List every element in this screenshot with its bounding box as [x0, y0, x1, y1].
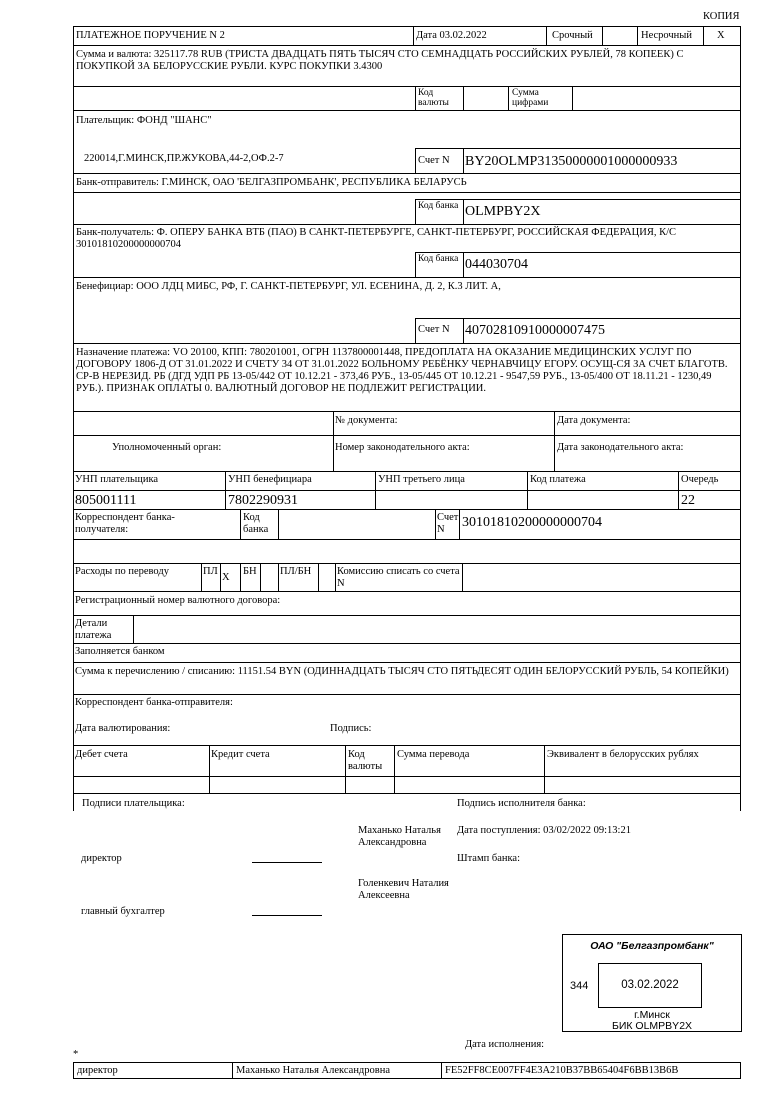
footer-hash: FE52FF8CE007FF4E3A210B37BB65404F6BB13B6B [445, 1065, 679, 1076]
unp-beneficiary: 7802290931 [228, 493, 298, 508]
execution-date-label: Дата исполнения: [465, 1039, 545, 1050]
authorized-body-label: Уполномоченный орган: [112, 442, 222, 453]
receiver-bank-code: 044030704 [465, 257, 528, 272]
payer-label: Плательщик: ФОНД "ШАНС" [76, 115, 212, 126]
copy-label: КОПИЯ [703, 11, 740, 22]
stamp-date: 03.02.2022 [621, 979, 679, 991]
bank-stamp [562, 934, 742, 1032]
rule [335, 563, 336, 591]
footer-role: директор [77, 1065, 118, 1076]
sum-transfer: Сумма к перечислению / списанию: 11151.54 BYN (ОДИННАДЦАТЬ ТЫСЯЧ СТО ПЯТЬДЕСЯТ ОДИН БЕЛОРУССКИЙ РУБЛЬ, 54 КОПЕЙКИ) [75, 666, 729, 677]
rule [415, 86, 416, 110]
stamp-number: 344 [570, 980, 589, 992]
rule [318, 563, 319, 591]
rule [463, 252, 464, 277]
payer-signatures-label: Подписи плательщика: [82, 798, 185, 809]
rule [463, 148, 464, 173]
director-role: директор [81, 853, 122, 864]
stamp-bank-name: ОАО "Белгазпромбанк" [590, 940, 714, 952]
rule [73, 591, 740, 592]
law-date-label: Дата законодательного акта: [557, 442, 684, 453]
queue-value: 22 [681, 493, 695, 508]
rule [73, 745, 740, 746]
rule [73, 615, 740, 616]
receiver-bank-label: Банк-получатель: Ф. ОПЕРУ БАНКА ВТБ (ПАО) В САНКТ-ПЕТЕРБУРГЕ, САНКТ-ПЕТЕРБУРГ, РОССИЙСКАЯ ФЕДЕРАЦИЯ, К/С 30101810200000000704 [76, 227, 677, 250]
rule [73, 435, 740, 436]
rule [240, 509, 241, 539]
rule [333, 411, 334, 471]
value-date-label: Дата валютирования: [75, 723, 171, 734]
rule [133, 615, 134, 643]
filled-by-bank: Заполняется банком [75, 646, 165, 657]
rule [678, 471, 679, 509]
currency-code2-label: Код валюты [348, 749, 383, 772]
director-signature-line [252, 862, 322, 863]
transfer-sum-label: Сумма перевода [397, 749, 470, 760]
payment-details-label: Детали платежа [75, 618, 112, 641]
plbn-label: ПЛ/БН [280, 566, 312, 577]
rule [546, 26, 547, 45]
rule [345, 745, 346, 793]
rule [463, 199, 464, 224]
rule [73, 45, 740, 46]
sender-correspondent: Корреспондент банка-отправителя: [75, 697, 233, 708]
pl-label: ПЛ [203, 566, 218, 577]
rule [73, 793, 740, 794]
rule [73, 86, 740, 87]
correspondent-label: Корреспондент банка-получателя: [75, 512, 175, 535]
receipt-date: Дата поступления: 03/02/2022 09:13:21 [457, 825, 631, 836]
sender-bank-code-label: Код банка [418, 201, 459, 211]
urgent-label: Срочный [552, 30, 593, 41]
rule [73, 694, 740, 695]
payer-address: 220014,Г.МИНСК,ПР.ЖУКОВА,44-2,ОФ.2-7 [84, 153, 284, 164]
sum-digits-label: Сумма цифрами [512, 88, 549, 108]
bank-stamp-label: Штамп банка: [457, 853, 520, 864]
rule [554, 411, 555, 471]
accountant-signature-line [252, 915, 322, 916]
nonurgent-label: Несрочный [641, 30, 692, 41]
amount-currency: Сумма и валюта: 325117.78 RUB (ТРИСТА ДВАДЦАТЬ ПЯТЬ ТЫСЯЧ СТО СЕМНАДЦАТЬ РОССИЙСКИХ РУБЛЕЙ, 78 КОПЕЕК) С ПОКУПКОЙ ЗА БЕЛОРУССКИЕ РУБЛИ. КУРС ПОКУПКИ 3.4300 [76, 49, 684, 72]
document-date: Дата 03.02.2022 [416, 30, 487, 41]
rule [413, 26, 414, 45]
rule [278, 563, 279, 591]
signature-label: Подпись: [330, 723, 372, 734]
rule [73, 173, 740, 174]
rule [220, 563, 221, 591]
rule [602, 26, 603, 45]
rule [415, 252, 416, 277]
rule [441, 1062, 442, 1079]
rule [572, 86, 573, 110]
rule [73, 192, 740, 193]
payer-account: BY20OLMP31350000001000000933 [465, 154, 678, 169]
corr-code-label: Код банка [243, 512, 269, 535]
rule [232, 1062, 233, 1079]
rule [637, 26, 638, 45]
rule [209, 745, 210, 793]
rule [435, 509, 436, 539]
rule [73, 224, 740, 225]
rule [73, 411, 740, 412]
rule [463, 86, 464, 110]
payment-purpose: Назначение платежа: VO 20100, КПП: 780201001, ОГРН 1137800001448, ПРЕДОПЛАТА НА ОКАЗАНИЕ МЕДИЦИНСКИХ УСЛУГ ПО ДОГОВОРУ 1806-Д ОТ 31.01.2022 И СЧЕТУ 34 ОТ 31.01.2022 БОЛЬНОМУ РЕБЁНКУ ЧЕРНАВЧИЦУ ЕГОРУ. ОСУЩ-СЯ ЗА СЧЕТ БЛАГОТВ. СР-В НЕРЕЗИД. РБ (ДГД УДП РБ 13-05/442 ОТ 10.12.21 - 373,46 РУБ., 13-05/445 ОТ 10.12.21 - 9547,59 РУБ., 13-05/400 ОТ 18.11.21 - 1230,49 РУБ.). ПРИЗНАК ОПЛАТЫ 0. ВАЛЮТНЫЙ ДОГОВОР НЕ ПОДЛЕЖИТ РЕГИСТРАЦИИ. [76, 347, 728, 394]
form-right-border [740, 26, 741, 811]
corr-account: 30101810200000000704 [462, 515, 602, 530]
payer-account-label: Счет N [418, 155, 450, 166]
rule [415, 199, 416, 224]
currency-code-label: Код валюты [418, 88, 449, 108]
rule [225, 471, 226, 509]
rule [260, 563, 261, 591]
unp-beneficiary-label: УНП бенефициара [228, 474, 312, 485]
rule [544, 745, 545, 793]
pl-mark[interactable]: X [222, 572, 230, 583]
stamp-city: г.Минск [634, 1009, 670, 1021]
rule [415, 148, 416, 173]
rule [73, 110, 740, 111]
doc-date-label: Дата документа: [557, 415, 631, 426]
rule [73, 662, 740, 663]
stamp-date-box [598, 963, 702, 1008]
commission-label: Комиссию списать со счета N [337, 566, 460, 589]
rule [73, 509, 740, 510]
rule [459, 509, 460, 539]
document-title: ПЛАТЕЖНОЕ ПОРУЧЕНИЕ N 2 [76, 30, 225, 41]
rule [73, 776, 740, 777]
rule [527, 471, 528, 509]
beneficiary-account: 40702810910000007475 [465, 323, 605, 338]
transfer-costs-label: Расходы по переводу [75, 566, 169, 577]
rule [73, 643, 740, 644]
rule [73, 490, 740, 491]
registration-label: Регистрационный номер валютного договора: [75, 595, 281, 606]
credit-label: Кредит счета [211, 749, 270, 760]
asterisk: * [73, 1049, 79, 1060]
sender-bank-label: Банк-отправитель: Г.МИНСК, ОАО 'БЕЛГАЗПРОМБАНК', РЕСПУБЛИКА БЕЛАРУСЬ [76, 177, 467, 188]
rule [73, 343, 740, 344]
accountant-role: главный бухгалтер [81, 906, 165, 917]
corr-account-label: Счет N [437, 512, 459, 535]
director-name: Маханько Наталья Александровна [358, 825, 441, 848]
bn-label: БН [243, 566, 257, 577]
rule [73, 563, 740, 564]
equivalent-label: Эквивалент в белорусских рублях [547, 749, 699, 760]
stamp-bik: БИК OLMPBY2X [611, 1020, 693, 1032]
rule [73, 26, 740, 27]
debit-label: Дебет счета [75, 749, 128, 760]
payment-code-label: Код платежа [530, 474, 586, 485]
accountant-name: Голенкевич Наталия Алексеевна [358, 878, 449, 901]
unp-third-label: УНП третьего лица [378, 474, 465, 485]
beneficiary-label: Бенефициар: ООО ЛДЦ МИБС, РФ, Г. САНКТ-ПЕТЕРБУРГ, УЛ. ЕСЕНИНА, Д. 2, К.3 ЛИТ. А, [76, 281, 501, 292]
rule [278, 509, 279, 539]
rule [462, 563, 463, 591]
nonurgent-mark: X [717, 30, 725, 41]
rule [73, 539, 740, 540]
law-number-label: Номер законодательного акта: [335, 442, 470, 453]
queue-label: Очередь [681, 474, 719, 485]
footer-name: Маханько Наталья Александровна [236, 1065, 391, 1076]
receiver-bank-code-label: Код банка [418, 254, 459, 264]
rule [508, 86, 509, 110]
bank-executor-signature-label: Подпись исполнителя банка: [457, 798, 586, 809]
unp-payer-label: УНП плательщика [75, 474, 159, 485]
unp-payer: 805001111 [75, 493, 137, 508]
sender-bank-code: OLMPBY2X [465, 204, 541, 219]
beneficiary-account-label: Счет N [418, 324, 450, 335]
rule [73, 277, 740, 278]
rule [463, 318, 464, 343]
rule [73, 471, 740, 472]
rule [394, 745, 395, 793]
rule [240, 563, 241, 591]
rule [201, 563, 202, 591]
doc-number-label: № документа: [335, 415, 398, 426]
rule [375, 471, 376, 509]
rule [415, 318, 416, 343]
rule [703, 26, 704, 45]
